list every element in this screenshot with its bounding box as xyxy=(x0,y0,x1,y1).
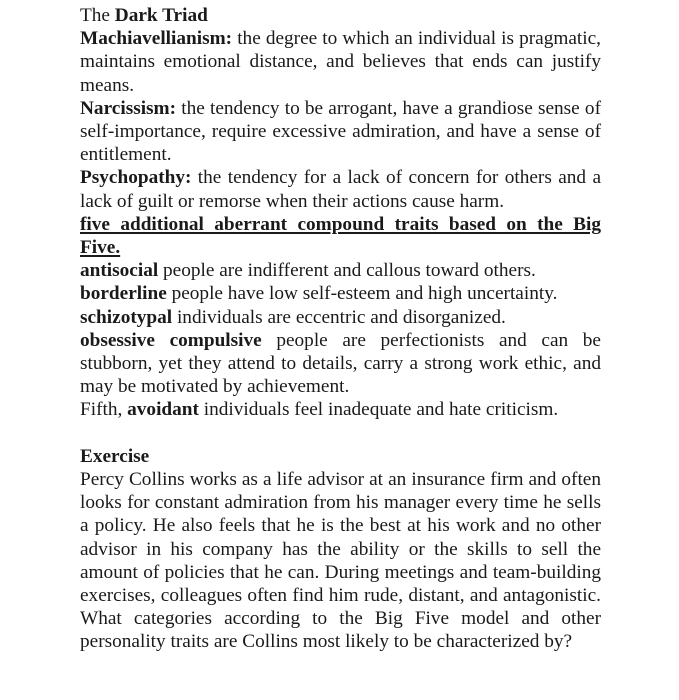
aberrant-traits-heading xyxy=(80,213,601,259)
section-title-prefix: The xyxy=(80,5,115,26)
trait-avoidant xyxy=(80,398,601,421)
definition-text: the tendency for a lack of concern for others and a lack of guilt or remorse when their actions cause harm. xyxy=(80,167,601,212)
section-title xyxy=(80,4,601,27)
trait-term: obsessive compulsive xyxy=(80,329,262,351)
trait-term: antisocial xyxy=(80,260,159,282)
trait-antisocial xyxy=(80,259,601,282)
definition-term: Psychopathy: xyxy=(80,167,192,189)
exercise-body: Percy Collins works as a life advisor at an insurance firm and often looks for constant admiration from his manager every time he sells a policy. He also feels that he is the best at his work and no other advisor in his company has the ability or the skills to sell the amount of policies that he can. During meetings and team-building exercises, colleagues often find him rude, distant, and antagonistic. What categories according to the Big Five model and other personality traits are Collins most likely to be characterized by? xyxy=(80,469,601,653)
trait-prefix: Fifth, xyxy=(80,399,128,421)
trait-term: schizotypal xyxy=(80,306,173,328)
exercise-heading: Exercise xyxy=(80,445,150,467)
trait-term: avoidant xyxy=(127,399,199,421)
document-page xyxy=(80,4,601,654)
paragraph-spacer xyxy=(80,422,601,445)
trait-obsessive-compulsive xyxy=(80,329,601,399)
trait-text: people have low self-esteem and high uncertainty. xyxy=(166,283,558,305)
definition-machiavellianism xyxy=(80,27,601,97)
definition-psychopathy xyxy=(80,166,601,212)
trait-borderline xyxy=(80,282,601,305)
definition-term: Machiavellianism: xyxy=(80,28,233,50)
trait-text: individuals feel inadequate and hate criticism. xyxy=(198,399,559,421)
definition-term: Narcissism: xyxy=(80,97,177,119)
aberrant-traits-heading-text: five additional aberrant compound traits based on the Big Five. xyxy=(80,213,601,259)
definition-text: the tendency to be arrogant, have a grandiose sense of self-importance, require excessive admiration, and have a sense of entitlement. xyxy=(80,97,601,166)
trait-text: people are indifferent and callous toward others. xyxy=(158,260,536,282)
section-title-bold: Dark Triad xyxy=(114,5,208,26)
trait-schizotypal xyxy=(80,306,601,329)
trait-text: individuals are eccentric and disorganized. xyxy=(172,306,506,328)
definition-narcissism xyxy=(80,97,601,167)
trait-term: borderline xyxy=(80,283,167,305)
definition-text: the degree to which an individual is pragmatic, maintains emotional distance, and believes that ends can justify means. xyxy=(80,28,601,96)
trait-text: people are perfectionists and can be stubborn, yet they attend to details, carry a strong work ethic, and may be motivated by achievement. xyxy=(80,329,601,398)
